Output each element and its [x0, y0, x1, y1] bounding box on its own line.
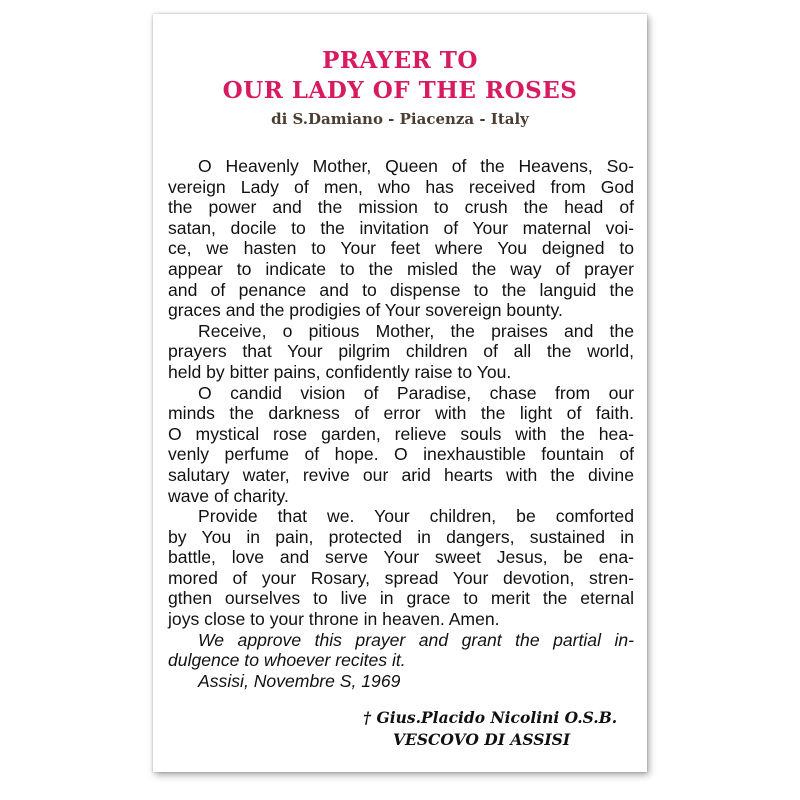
prayer-line: prayers that Your pilgrim children of all the world,	[168, 341, 634, 362]
signature-name: † Gius.Placido Nicolini O.S.B.	[363, 708, 618, 727]
title-line-2: OUR LADY OF THE ROSES	[222, 77, 578, 104]
place-date: Assisi, Novembre S, 1969	[198, 670, 401, 691]
prayer-line: Provide that we. Your children, be comforted	[198, 506, 634, 527]
prayer-line: venly perfume of hope. O inexhaustible fountain of	[168, 444, 634, 465]
prayer-line: salutary water, revive our arid hearts with the divine	[168, 464, 634, 485]
title-line-1: PRAYER TO	[322, 47, 478, 74]
prayer-line: vereign Lady of men, who has received from God	[168, 176, 634, 197]
prayer-line: ce, we hasten to Your feet where You deigned to	[168, 238, 634, 259]
prayer-line: and of penance and to dispense to the languid the	[168, 279, 634, 300]
prayer-line: appear to indicate to the misled the way of prayer	[168, 258, 634, 279]
prayer-line: gthen ourselves to live in grace to merit the eternal	[168, 588, 634, 609]
approval-line: We approve this prayer and grant the partial in-	[198, 629, 634, 650]
approval-line: dulgence to whoever recites it.	[168, 650, 406, 671]
prayer-line: wave of charity.	[168, 485, 289, 506]
prayer-line: joys close to your throne in heaven. Amen.	[168, 609, 500, 630]
prayer-line: held by bitter pains, confidently raise to You.	[168, 361, 512, 382]
signature-office: VESCOVO DI ASSISI	[393, 730, 571, 749]
prayer-line: battle, love and serve Your sweet Jesus, be ena-	[168, 547, 634, 568]
prayer-line: Receive, o pitious Mother, the praises and the	[198, 320, 634, 341]
prayer-text	[168, 156, 634, 691]
prayer-line: graces and the prodigies of Your sovereign bounty.	[168, 300, 563, 321]
prayer-line: O candid vision of Paradise, chase from our	[198, 382, 634, 403]
prayer-line: mored of your Rosary, spread Your devotion, stren-	[168, 567, 634, 588]
prayer-line: the power and the mission to crush the head of	[168, 197, 634, 218]
prayer-line: O Heavenly Mother, Queen of the Heavens, So-	[198, 156, 634, 176]
prayer-line: satan, docile to the invitation of Your maternal voi-	[168, 217, 634, 238]
subtitle: di S.Damiano - Piacenza - Italy	[271, 110, 529, 128]
prayer-line: minds the darkness of error with the light of faith.	[168, 403, 634, 424]
signature-block	[363, 707, 633, 751]
prayer-card	[153, 14, 647, 772]
prayer-line: by You in pain, protected in dangers, sustained in	[168, 526, 634, 547]
prayer-line: O mystical rose garden, relieve souls with the hea-	[168, 423, 634, 444]
